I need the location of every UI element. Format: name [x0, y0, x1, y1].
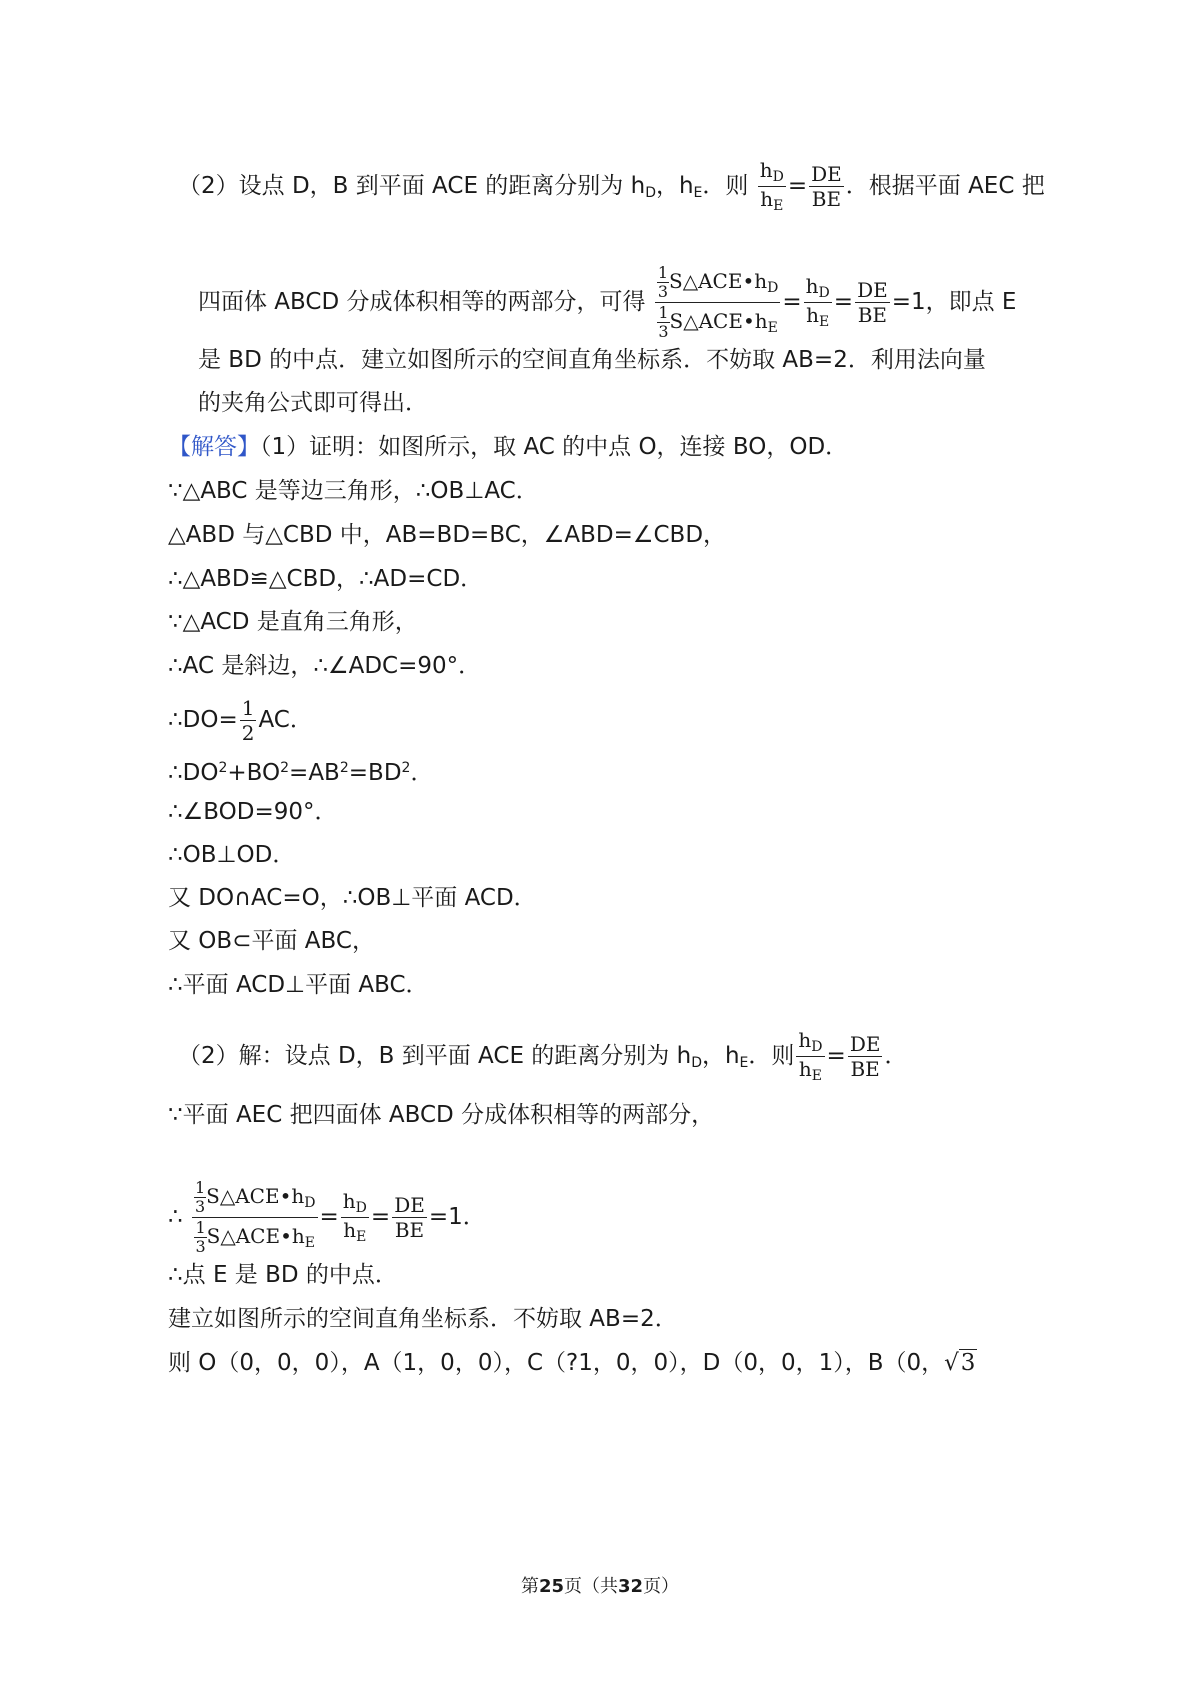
subscript: E	[304, 1235, 315, 1251]
text: ∴	[168, 1204, 183, 1230]
solution-line-2: ∵△ABC 是等边三角形，∴OB⊥AC．	[168, 478, 539, 504]
text: 页）	[643, 1576, 680, 1597]
solution-line-13: ∴平面 ACD⊥平面 ABC．	[168, 972, 429, 998]
analysis-line-2	[198, 265, 1016, 340]
text: （2）设点 D，B 到平面 ACE 的距离分别为 h	[178, 173, 646, 199]
text: 则 O（0，0，0），A（1，0，0），C（?1，0，0），D（0，0，1），B（0，	[168, 1350, 945, 1376]
area: S△ACE	[669, 269, 743, 293]
dot: •	[742, 269, 755, 293]
solution-line-10: ∴OB⊥OD．	[168, 842, 296, 868]
solution-line-9: ∴∠BOD=90°．	[168, 799, 338, 825]
solution-line-3: △ABD 与△CBD 中，AB=BD=BC，∠ABD=∠CBD，	[168, 522, 727, 548]
numerator	[192, 1180, 318, 1218]
text: =AB	[289, 760, 340, 786]
solution-line-15: ∵平面 AEC 把四面体 ABCD 分成体积相等的两部分，	[168, 1102, 715, 1128]
superscript: 2	[401, 760, 411, 776]
volume-ratio-fraction	[655, 265, 781, 340]
text: ，h	[655, 173, 694, 199]
analysis-line-3: 是 BD 的中点．建立如图所示的空间直角坐标系．不妨取 AB=2．利用法向量	[198, 347, 986, 373]
fraction-de-be	[392, 1195, 427, 1240]
total-pages: 32	[618, 1576, 644, 1597]
h: $h_E$	[754, 309, 778, 336]
radicand: 3	[960, 1350, 976, 1376]
subscript: D	[691, 1055, 702, 1071]
subscript: E	[819, 314, 830, 330]
one-third	[194, 1180, 206, 1215]
solution-line-4: ∴△ABD≌△CBD，∴AD=CD．	[168, 566, 484, 592]
n: 1	[194, 1178, 206, 1197]
fraction-one-half	[240, 698, 257, 743]
text: =BD	[348, 760, 402, 786]
d: 3	[195, 1237, 206, 1256]
solution-line-18: 建立如图所示的空间直角坐标系．不妨取 AB=2．	[168, 1306, 678, 1332]
equals: =	[833, 289, 854, 315]
denominator: $h_E$	[798, 1057, 823, 1084]
d: 3	[194, 1197, 206, 1216]
numerator: DE	[857, 278, 888, 302]
superscript: 2	[218, 760, 228, 776]
one-third	[657, 305, 669, 340]
equals: =	[370, 1204, 391, 1230]
volume-ratio-fraction	[192, 1180, 318, 1255]
fraction-hd-he	[341, 1191, 369, 1244]
superscript: 2	[280, 760, 290, 776]
d: 3	[657, 282, 669, 301]
subscript: E	[739, 1055, 749, 1071]
denominator: BE	[850, 1057, 880, 1081]
subscript: D	[818, 285, 830, 301]
numerator: $h_D$	[805, 274, 830, 301]
equals: =	[826, 1043, 846, 1069]
text: ．	[884, 1043, 908, 1069]
solution-line-16	[168, 1180, 486, 1255]
sqrt-three	[944, 1349, 977, 1376]
equals: =	[787, 173, 808, 199]
one-third	[657, 265, 669, 300]
numerator: 1	[241, 696, 255, 720]
superscript: 2	[339, 760, 349, 776]
text: ．则	[748, 1043, 795, 1069]
solution-line-6: ∴AC 是斜边，∴∠ADC=90°．	[168, 653, 482, 679]
denominator	[192, 1218, 318, 1255]
fraction-hd-he	[796, 1030, 824, 1083]
h: $h_E$	[291, 1224, 315, 1251]
subscript: D	[304, 1195, 316, 1211]
fraction-hd-he	[804, 276, 832, 329]
text: =1．	[428, 1204, 486, 1230]
solution-line-8	[168, 753, 433, 788]
area: S△ACE	[206, 1184, 280, 1208]
subscript: D	[811, 1039, 823, 1055]
one-third	[194, 1220, 206, 1255]
text: AC．	[258, 707, 313, 733]
sqrt-sign: √	[944, 1350, 959, 1376]
analysis-line-4: 的夹角公式即可得出．	[198, 390, 428, 416]
page-footer	[0, 1572, 1200, 1598]
page-number: 25	[538, 1576, 564, 1597]
dot: •	[742, 309, 755, 333]
subscript: D	[355, 1200, 367, 1216]
n: 1	[658, 303, 669, 322]
fraction-de-be	[809, 164, 844, 209]
d: 3	[658, 322, 669, 341]
denominator: BE	[394, 1218, 425, 1242]
analysis-line-1	[178, 160, 1045, 213]
area: S△ACE	[206, 1224, 281, 1248]
solution-tag: 【解答】	[168, 434, 260, 460]
numerator: DE	[811, 162, 842, 186]
h: $h_D$	[754, 269, 779, 296]
dot: •	[280, 1224, 292, 1248]
numerator: $h_D$	[759, 158, 784, 185]
denominator: $h_E$	[760, 187, 784, 214]
text: ．则	[702, 173, 749, 199]
solution-line-19	[168, 1348, 977, 1378]
denominator: BE	[857, 303, 888, 327]
equals: =	[782, 289, 802, 315]
subscript: E	[767, 320, 778, 336]
n: 1	[195, 1218, 206, 1237]
text: +BO	[227, 760, 281, 786]
text: （1）证明：如图所示，取 AC 的中点 O，连接 BO，OD．	[260, 434, 849, 460]
fraction-de-be	[855, 280, 890, 325]
text: （2）解：设点 D，B 到平面 ACE 的距离分别为 h	[178, 1043, 692, 1069]
solution-line-5: ∵△ACD 是直角三角形，	[168, 609, 418, 635]
numerator: $h_D$	[798, 1028, 823, 1055]
denominator: BE	[811, 187, 842, 211]
text: =1，即点 E	[891, 289, 1017, 315]
solution-line-7	[168, 698, 313, 743]
denominator: $h_E$	[806, 303, 830, 330]
subscript: E	[773, 198, 784, 214]
text: ．根据平面 AEC 把	[845, 173, 1045, 199]
text: ∴DO=	[168, 707, 238, 733]
solution-line-14	[178, 1030, 907, 1083]
text: ，h	[701, 1043, 740, 1069]
text: ∴DO	[168, 760, 219, 786]
dot: •	[279, 1184, 292, 1208]
numerator: DE	[849, 1032, 881, 1056]
denominator	[655, 303, 781, 340]
subscript: E	[811, 1068, 823, 1084]
fraction-de-be	[848, 1034, 883, 1079]
denominator: 2	[241, 721, 255, 745]
subscript: E	[693, 185, 703, 201]
numerator: DE	[394, 1193, 425, 1217]
numerator: $h_D$	[342, 1189, 367, 1216]
numerator	[655, 265, 781, 303]
solution-line-11: 又 DO∩AC=O，∴OB⊥平面 ACD．	[168, 885, 537, 911]
area: S△ACE	[669, 309, 743, 333]
fraction-hd-he	[758, 160, 786, 213]
text: ．	[410, 760, 434, 786]
solution-line-17: ∴点 E 是 BD 的中点．	[168, 1262, 398, 1288]
subscript: E	[356, 1229, 367, 1245]
equals: =	[319, 1204, 339, 1230]
solution-line-12: 又 OB⊂平面 ABC，	[168, 928, 375, 954]
h: $h_D$	[291, 1184, 316, 1211]
text: 页（共	[564, 1576, 618, 1597]
subscript: D	[645, 185, 656, 201]
text: 四面体 ABCD 分成体积相等的两部分，可得	[198, 289, 646, 315]
text: 第	[520, 1576, 539, 1597]
n: 1	[657, 263, 669, 282]
solution-line-1	[168, 432, 848, 462]
subscript: D	[772, 169, 784, 185]
subscript: D	[767, 280, 779, 296]
denominator: $h_E$	[343, 1218, 367, 1245]
